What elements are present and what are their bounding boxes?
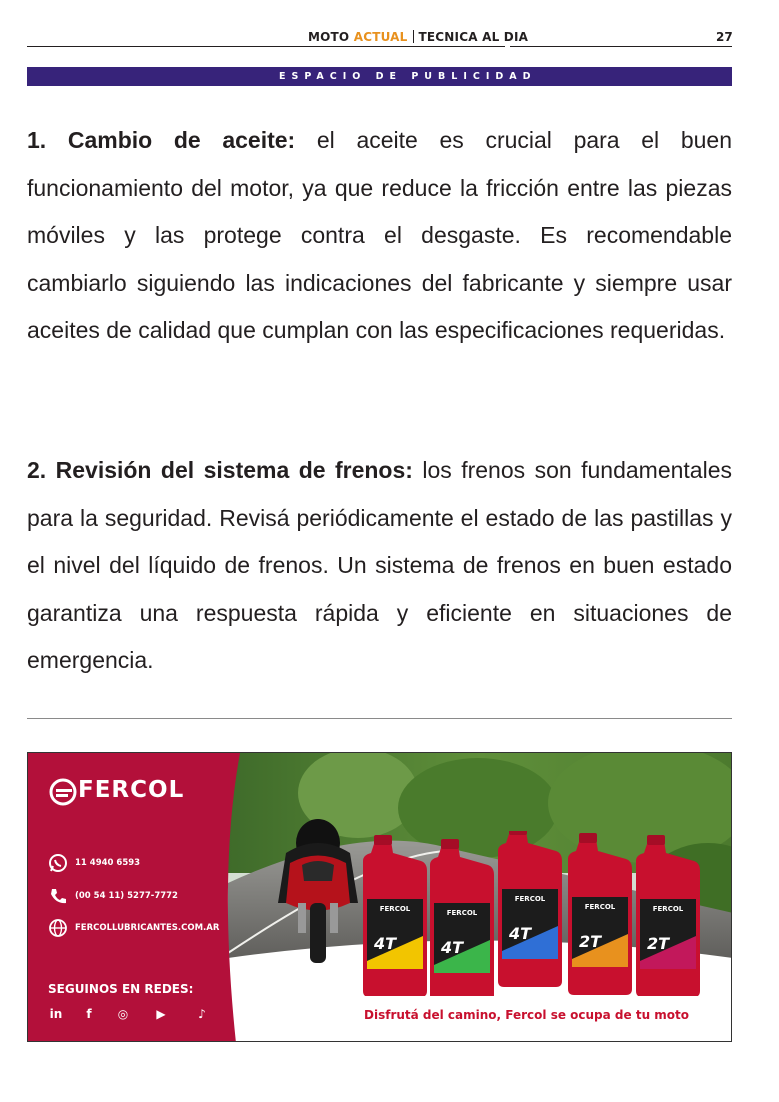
facebook-icon[interactable]: f — [86, 1007, 92, 1021]
product-bottles — [358, 831, 708, 996]
linkedin-icon[interactable]: in — [49, 1007, 63, 1021]
fercol-logo-text: FERCOL — [78, 777, 185, 803]
website-url: FERCOLLUBRICANTES.COM.AR — [75, 923, 220, 933]
oil-bottle-2 — [430, 839, 494, 996]
paragraph-heading: 2. Revisión del sistema de frenos: — [27, 457, 413, 483]
instagram-icon[interactable]: ◎ — [117, 1007, 129, 1021]
whatsapp-number: 11 4940 6593 — [75, 858, 141, 868]
youtube-icon[interactable]: ▶ — [156, 1007, 166, 1021]
paragraph-body: los frenos son fundamentales para la seguridad. Revisá periódicamente el estado de las pastillas y el nivel del líquido de frenos. Un sistema de frenos en buen estado garantiza una respuesta rápida y eficiente en situaciones de emergencia. — [27, 457, 732, 673]
phone-contact[interactable] — [48, 886, 178, 906]
oil-bottle-1 — [363, 835, 427, 996]
website-contact[interactable] — [48, 918, 219, 938]
fercol-logo-icon — [48, 777, 78, 807]
header-rule-right — [510, 46, 732, 47]
magazine-name: MOTO — [308, 30, 354, 44]
bottle-brand-label: FERCOL — [379, 905, 411, 913]
phone-icon — [48, 886, 68, 906]
bottle-type-label: 4T — [440, 938, 464, 957]
bottle-type-label: 2T — [646, 934, 670, 953]
bottle-type-label: 4T — [373, 934, 397, 953]
bottle-type-label: 2T — [578, 932, 602, 951]
section-name: TECNICA AL DIA — [418, 30, 529, 44]
paragraph-heading: 1. Cambio de aceite: — [27, 127, 296, 153]
bottle-type-label: 4T — [508, 924, 532, 943]
whatsapp-icon — [48, 853, 68, 873]
ad-tagline: Disfrutá del camino, Fercol se ocupa de tu moto — [364, 1008, 690, 1022]
oil-bottle-4 — [568, 833, 632, 995]
social-title: SEGUINOS EN REDES: — [48, 982, 194, 996]
title-separator — [413, 30, 414, 43]
phone-number: (00 54 11) 5277-7772 — [75, 891, 178, 901]
header-rule-left — [27, 46, 505, 47]
magazine-section-title — [308, 30, 528, 44]
globe-icon — [48, 918, 68, 938]
tiktok-icon[interactable]: ♪ — [198, 1007, 206, 1021]
page-number: 27 — [716, 30, 733, 44]
magazine-name-accent: ACTUAL — [353, 30, 408, 44]
oil-bottle-3 — [498, 831, 562, 987]
bottle-brand-label: FERCOL — [584, 903, 616, 911]
fercol-advertisement[interactable] — [27, 752, 732, 1042]
oil-bottle-5 — [636, 835, 700, 996]
ad-space-label: ESPACIO DE PUBLICIDAD — [279, 71, 537, 82]
bottle-brand-label: FERCOL — [652, 905, 684, 913]
section-divider — [27, 718, 732, 719]
ad-space-banner — [27, 67, 732, 86]
paragraph-brakes — [27, 447, 732, 685]
whatsapp-contact[interactable] — [48, 853, 140, 873]
paragraph-body: el aceite es crucial para el buen funcionamiento del motor, ya que reduce la fricción entre las piezas móviles y las protege contra el desgaste. Es recomendable cambiarlo siguiendo las indicaciones del fabricante y siempre usar aceites de calidad que cumplan con las especificaciones requeridas. — [27, 127, 732, 343]
bottle-brand-label: FERCOL — [514, 895, 546, 903]
bottle-brand-label: FERCOL — [446, 909, 478, 917]
paragraph-oil-change — [27, 117, 732, 355]
